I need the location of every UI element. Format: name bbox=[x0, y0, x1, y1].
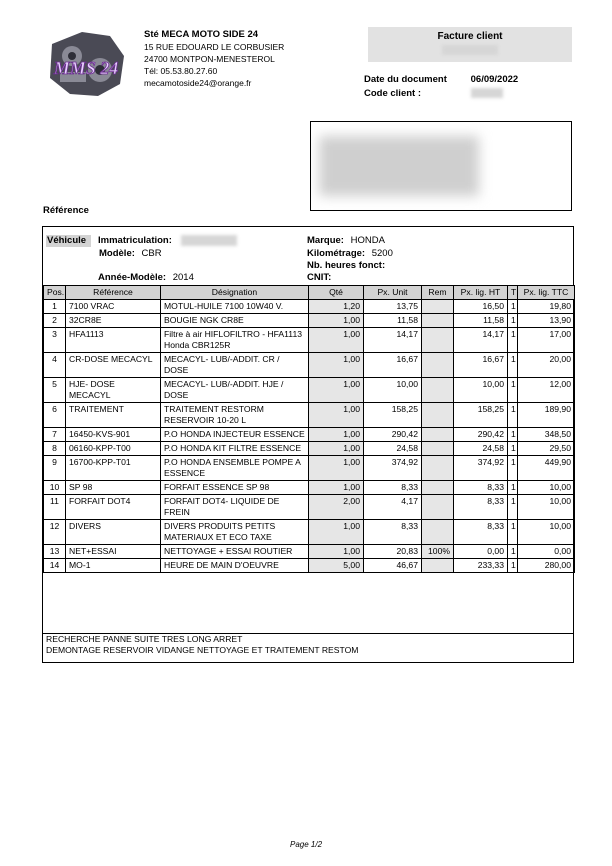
cell-ht: 16,50 bbox=[454, 300, 508, 314]
cell-qte: 1,00 bbox=[309, 520, 364, 545]
cell-t: 1 bbox=[508, 353, 518, 378]
cell-ttc: 10,00 bbox=[518, 495, 575, 520]
table-row bbox=[44, 495, 575, 520]
cell-pos: 9 bbox=[44, 456, 66, 481]
cell-ht: 8,33 bbox=[454, 495, 508, 520]
cell-t: 1 bbox=[508, 456, 518, 481]
cell-qte: 1,00 bbox=[309, 442, 364, 456]
cell-t: 1 bbox=[508, 403, 518, 428]
table-row bbox=[44, 456, 575, 481]
cell-qte: 1,00 bbox=[309, 481, 364, 495]
cell-rem bbox=[422, 495, 454, 520]
cell-t: 1 bbox=[508, 378, 518, 403]
cell-t: 1 bbox=[508, 300, 518, 314]
cell-rem bbox=[422, 353, 454, 378]
cell-rem bbox=[422, 520, 454, 545]
cell-qte: 1,00 bbox=[309, 428, 364, 442]
cell-qte: 2,00 bbox=[309, 495, 364, 520]
cell-pos: 13 bbox=[44, 545, 66, 559]
table-row bbox=[44, 378, 575, 403]
page-number: Page 1/2 bbox=[289, 840, 323, 849]
cell-rem bbox=[422, 300, 454, 314]
cell-pos: 3 bbox=[44, 328, 66, 353]
invoice-lines-table bbox=[43, 285, 575, 573]
client-code-label: Code client : bbox=[364, 88, 422, 99]
cell-ttc: 29,50 bbox=[518, 442, 575, 456]
cell-ht: 290,42 bbox=[454, 428, 508, 442]
cell-ref: 7100 VRAC bbox=[66, 300, 161, 314]
cell-ref: 16450-KVS-901 bbox=[66, 428, 161, 442]
cell-ht: 16,67 bbox=[454, 353, 508, 378]
table-row bbox=[44, 559, 575, 573]
cell-des: FORFAIT DOT4- LIQUIDE DE FREIN bbox=[161, 495, 309, 520]
cell-des: Filtre à air HIFLOFILTRO - HFA1113 Honda CBR125R bbox=[161, 328, 309, 353]
cell-ttc: 20,00 bbox=[518, 353, 575, 378]
model-label: Modèle: bbox=[99, 248, 135, 259]
model-value: CBR bbox=[141, 248, 162, 259]
company-info bbox=[144, 29, 284, 89]
cell-des: MOTUL-HUILE 7100 10W40 V. bbox=[161, 300, 309, 314]
table-header-row bbox=[44, 286, 575, 300]
cell-ref: CR-DOSE MECACYL bbox=[66, 353, 161, 378]
cell-ttc: 0,00 bbox=[518, 545, 575, 559]
immat-redacted bbox=[181, 235, 237, 246]
cell-ttc: 348,50 bbox=[518, 428, 575, 442]
cell-qte: 1,00 bbox=[309, 403, 364, 428]
cell-rem bbox=[422, 314, 454, 328]
cell-ht: 24,58 bbox=[454, 442, 508, 456]
date-value: 06/09/2022 bbox=[470, 74, 519, 85]
invoice-number-redacted bbox=[442, 45, 498, 55]
cell-pu: 10,00 bbox=[364, 378, 422, 403]
company-name: Sté MECA MOTO SIDE 24 bbox=[144, 29, 259, 40]
immat-label: Immatriculation: bbox=[98, 235, 172, 247]
cell-ht: 11,58 bbox=[454, 314, 508, 328]
cell-rem bbox=[422, 481, 454, 495]
table-row bbox=[44, 520, 575, 545]
cell-des: NETTOYAGE + ESSAI ROUTIER bbox=[161, 545, 309, 559]
table-row bbox=[44, 545, 575, 559]
cell-des: FORFAIT ESSENCE SP 98 bbox=[161, 481, 309, 495]
cell-ref: HFA1113 bbox=[66, 328, 161, 353]
cell-rem bbox=[422, 559, 454, 573]
company-email: mecamotoside24@orange.fr bbox=[144, 78, 252, 88]
cell-pu: 8,33 bbox=[364, 481, 422, 495]
table-row bbox=[44, 403, 575, 428]
comment-line-2: DEMONTAGE RESERVOIR VIDANGE NETTOYAGE ET TRAITEMENT RESTOM bbox=[46, 645, 359, 655]
cell-ttc: 17,00 bbox=[518, 328, 575, 353]
document-info bbox=[364, 73, 518, 101]
vehicle-label: Véhicule bbox=[46, 235, 91, 247]
cell-pos: 14 bbox=[44, 559, 66, 573]
company-logo bbox=[42, 26, 130, 100]
cell-rem bbox=[422, 378, 454, 403]
cell-rem bbox=[422, 456, 454, 481]
cell-ref: SP 98 bbox=[66, 481, 161, 495]
col-header-designation: Désignation bbox=[161, 286, 309, 300]
client-address-box bbox=[310, 121, 572, 211]
col-header-unit-price: Px. Unit bbox=[364, 286, 422, 300]
table-row bbox=[44, 481, 575, 495]
cell-t: 1 bbox=[508, 481, 518, 495]
cell-pos: 4 bbox=[44, 353, 66, 378]
cell-ttc: 449,90 bbox=[518, 456, 575, 481]
cell-ht: 374,92 bbox=[454, 456, 508, 481]
cell-ht: 158,25 bbox=[454, 403, 508, 428]
cell-ref: DIVERS bbox=[66, 520, 161, 545]
cell-ht: 0,00 bbox=[454, 545, 508, 559]
cell-qte: 1,00 bbox=[309, 314, 364, 328]
vehicle-section bbox=[43, 227, 573, 285]
cell-ht: 233,33 bbox=[454, 559, 508, 573]
brand-value: HONDA bbox=[350, 235, 385, 246]
cell-pos: 10 bbox=[44, 481, 66, 495]
col-header-line-ht: Px. lig. HT bbox=[454, 286, 508, 300]
client-address-redacted bbox=[319, 136, 479, 196]
cell-ref: 16700-KPP-T01 bbox=[66, 456, 161, 481]
cell-pos: 2 bbox=[44, 314, 66, 328]
cell-ht: 8,33 bbox=[454, 520, 508, 545]
cell-pu: 11,58 bbox=[364, 314, 422, 328]
cell-ref: MO-1 bbox=[66, 559, 161, 573]
brand-label: Marque: bbox=[307, 235, 344, 246]
col-header-line-ttc: Px. lig. TTC bbox=[518, 286, 575, 300]
cell-pu: 8,33 bbox=[364, 520, 422, 545]
cell-t: 1 bbox=[508, 328, 518, 353]
cell-rem bbox=[422, 442, 454, 456]
client-code-redacted bbox=[471, 88, 503, 98]
invoice-main-frame bbox=[42, 226, 574, 663]
year-label: Année-Modèle: bbox=[98, 272, 167, 283]
company-phone: Tél: 05.53.80.27.60 bbox=[144, 66, 218, 76]
cell-qte: 1,00 bbox=[309, 456, 364, 481]
table-row bbox=[44, 353, 575, 378]
cell-ttc: 189,90 bbox=[518, 403, 575, 428]
year-value: 2014 bbox=[172, 272, 194, 283]
cell-qte: 1,00 bbox=[309, 545, 364, 559]
cell-ht: 8,33 bbox=[454, 481, 508, 495]
col-header-tax: T bbox=[508, 286, 518, 300]
cell-t: 1 bbox=[508, 545, 518, 559]
cell-ref: TRAITEMENT bbox=[66, 403, 161, 428]
cell-t: 1 bbox=[508, 520, 518, 545]
cell-ref: 32CR8E bbox=[66, 314, 161, 328]
company-address-line2: 24700 MONTPON-MENESTEROL bbox=[144, 54, 275, 64]
cell-t: 1 bbox=[508, 442, 518, 456]
cell-pu: 158,25 bbox=[364, 403, 422, 428]
cell-qte: 1,20 bbox=[309, 300, 364, 314]
cell-ht: 14,17 bbox=[454, 328, 508, 353]
cell-ref: NET+ESSAI bbox=[66, 545, 161, 559]
table-row bbox=[44, 300, 575, 314]
comments-block bbox=[46, 634, 358, 656]
table-row bbox=[44, 442, 575, 456]
cell-qte: 5,00 bbox=[309, 559, 364, 573]
cell-pos: 7 bbox=[44, 428, 66, 442]
cell-pu: 20,83 bbox=[364, 545, 422, 559]
cell-pu: 16,67 bbox=[364, 353, 422, 378]
cell-des: P.O HONDA KIT FILTRE ESSENCE bbox=[161, 442, 309, 456]
table-row bbox=[44, 328, 575, 353]
cell-rem bbox=[422, 403, 454, 428]
cell-des: HEURE DE MAIN D'OEUVRE bbox=[161, 559, 309, 573]
logo-text: MMS 24 bbox=[53, 58, 119, 78]
table-row bbox=[44, 428, 575, 442]
cell-pos: 1 bbox=[44, 300, 66, 314]
hours-label: Nb. heures fonct: bbox=[307, 260, 386, 271]
cell-pu: 13,75 bbox=[364, 300, 422, 314]
cell-ttc: 12,00 bbox=[518, 378, 575, 403]
reference-heading: Référence bbox=[43, 205, 89, 216]
cell-des: MECACYL- LUB/-ADDIT. HJE / DOSE bbox=[161, 378, 309, 403]
cell-ttc: 13,90 bbox=[518, 314, 575, 328]
col-header-ref: Référence bbox=[66, 286, 161, 300]
cell-pu: 14,17 bbox=[364, 328, 422, 353]
cell-des: MECACYL- LUB/-ADDIT. CR / DOSE bbox=[161, 353, 309, 378]
cell-pu: 290,42 bbox=[364, 428, 422, 442]
table-row bbox=[44, 314, 575, 328]
comment-line-1: RECHERCHE PANNE SUITE TRES LONG ARRET bbox=[46, 634, 243, 644]
cell-des: TRAITEMENT RESTORM RESERVOIR 10-20 L bbox=[161, 403, 309, 428]
cell-ttc: 19,80 bbox=[518, 300, 575, 314]
cell-t: 1 bbox=[508, 495, 518, 520]
cell-ref: 06160-KPP-T00 bbox=[66, 442, 161, 456]
cell-ttc: 10,00 bbox=[518, 481, 575, 495]
cell-pos: 6 bbox=[44, 403, 66, 428]
cell-qte: 1,00 bbox=[309, 328, 364, 353]
col-header-qty: Qté bbox=[309, 286, 364, 300]
mileage-label: Kilométrage: bbox=[307, 248, 366, 259]
cell-pos: 12 bbox=[44, 520, 66, 545]
mileage-value: 5200 bbox=[371, 248, 393, 259]
cell-pu: 46,67 bbox=[364, 559, 422, 573]
cell-des: P.O HONDA INJECTEUR ESSENCE bbox=[161, 428, 309, 442]
invoice-title: Facture client bbox=[437, 31, 503, 42]
cell-pu: 374,92 bbox=[364, 456, 422, 481]
cell-pos: 11 bbox=[44, 495, 66, 520]
cell-rem bbox=[422, 428, 454, 442]
date-label: Date du document bbox=[364, 74, 447, 85]
cell-pos: 5 bbox=[44, 378, 66, 403]
cnit-label: CNIT: bbox=[307, 272, 332, 283]
company-address-line1: 15 RUE EDOUARD LE CORBUSIER bbox=[144, 42, 285, 52]
cell-t: 1 bbox=[508, 314, 518, 328]
cell-pu: 24,58 bbox=[364, 442, 422, 456]
cell-des: BOUGIE NGK CR8E bbox=[161, 314, 309, 328]
cell-pu: 4,17 bbox=[364, 495, 422, 520]
cell-rem bbox=[422, 328, 454, 353]
cell-t: 1 bbox=[508, 428, 518, 442]
cell-rem: 100% bbox=[422, 545, 454, 559]
col-header-discount: Rem bbox=[422, 286, 454, 300]
col-header-pos: Pos. bbox=[44, 286, 66, 300]
cell-t: 1 bbox=[508, 559, 518, 573]
cell-ttc: 10,00 bbox=[518, 520, 575, 545]
cell-ref: HJE- DOSE MECACYL bbox=[66, 378, 161, 403]
cell-ref: FORFAIT DOT4 bbox=[66, 495, 161, 520]
cell-pos: 8 bbox=[44, 442, 66, 456]
cell-des: P.O HONDA ENSEMBLE POMPE A ESSENCE bbox=[161, 456, 309, 481]
cell-qte: 1,00 bbox=[309, 353, 364, 378]
cell-ht: 10,00 bbox=[454, 378, 508, 403]
cell-des: DIVERS PRODUITS PETITS MATERIAUX ET ECO TAXE bbox=[161, 520, 309, 545]
invoice-title-box bbox=[368, 27, 572, 62]
cell-ttc: 280,00 bbox=[518, 559, 575, 573]
cell-qte: 1,00 bbox=[309, 378, 364, 403]
